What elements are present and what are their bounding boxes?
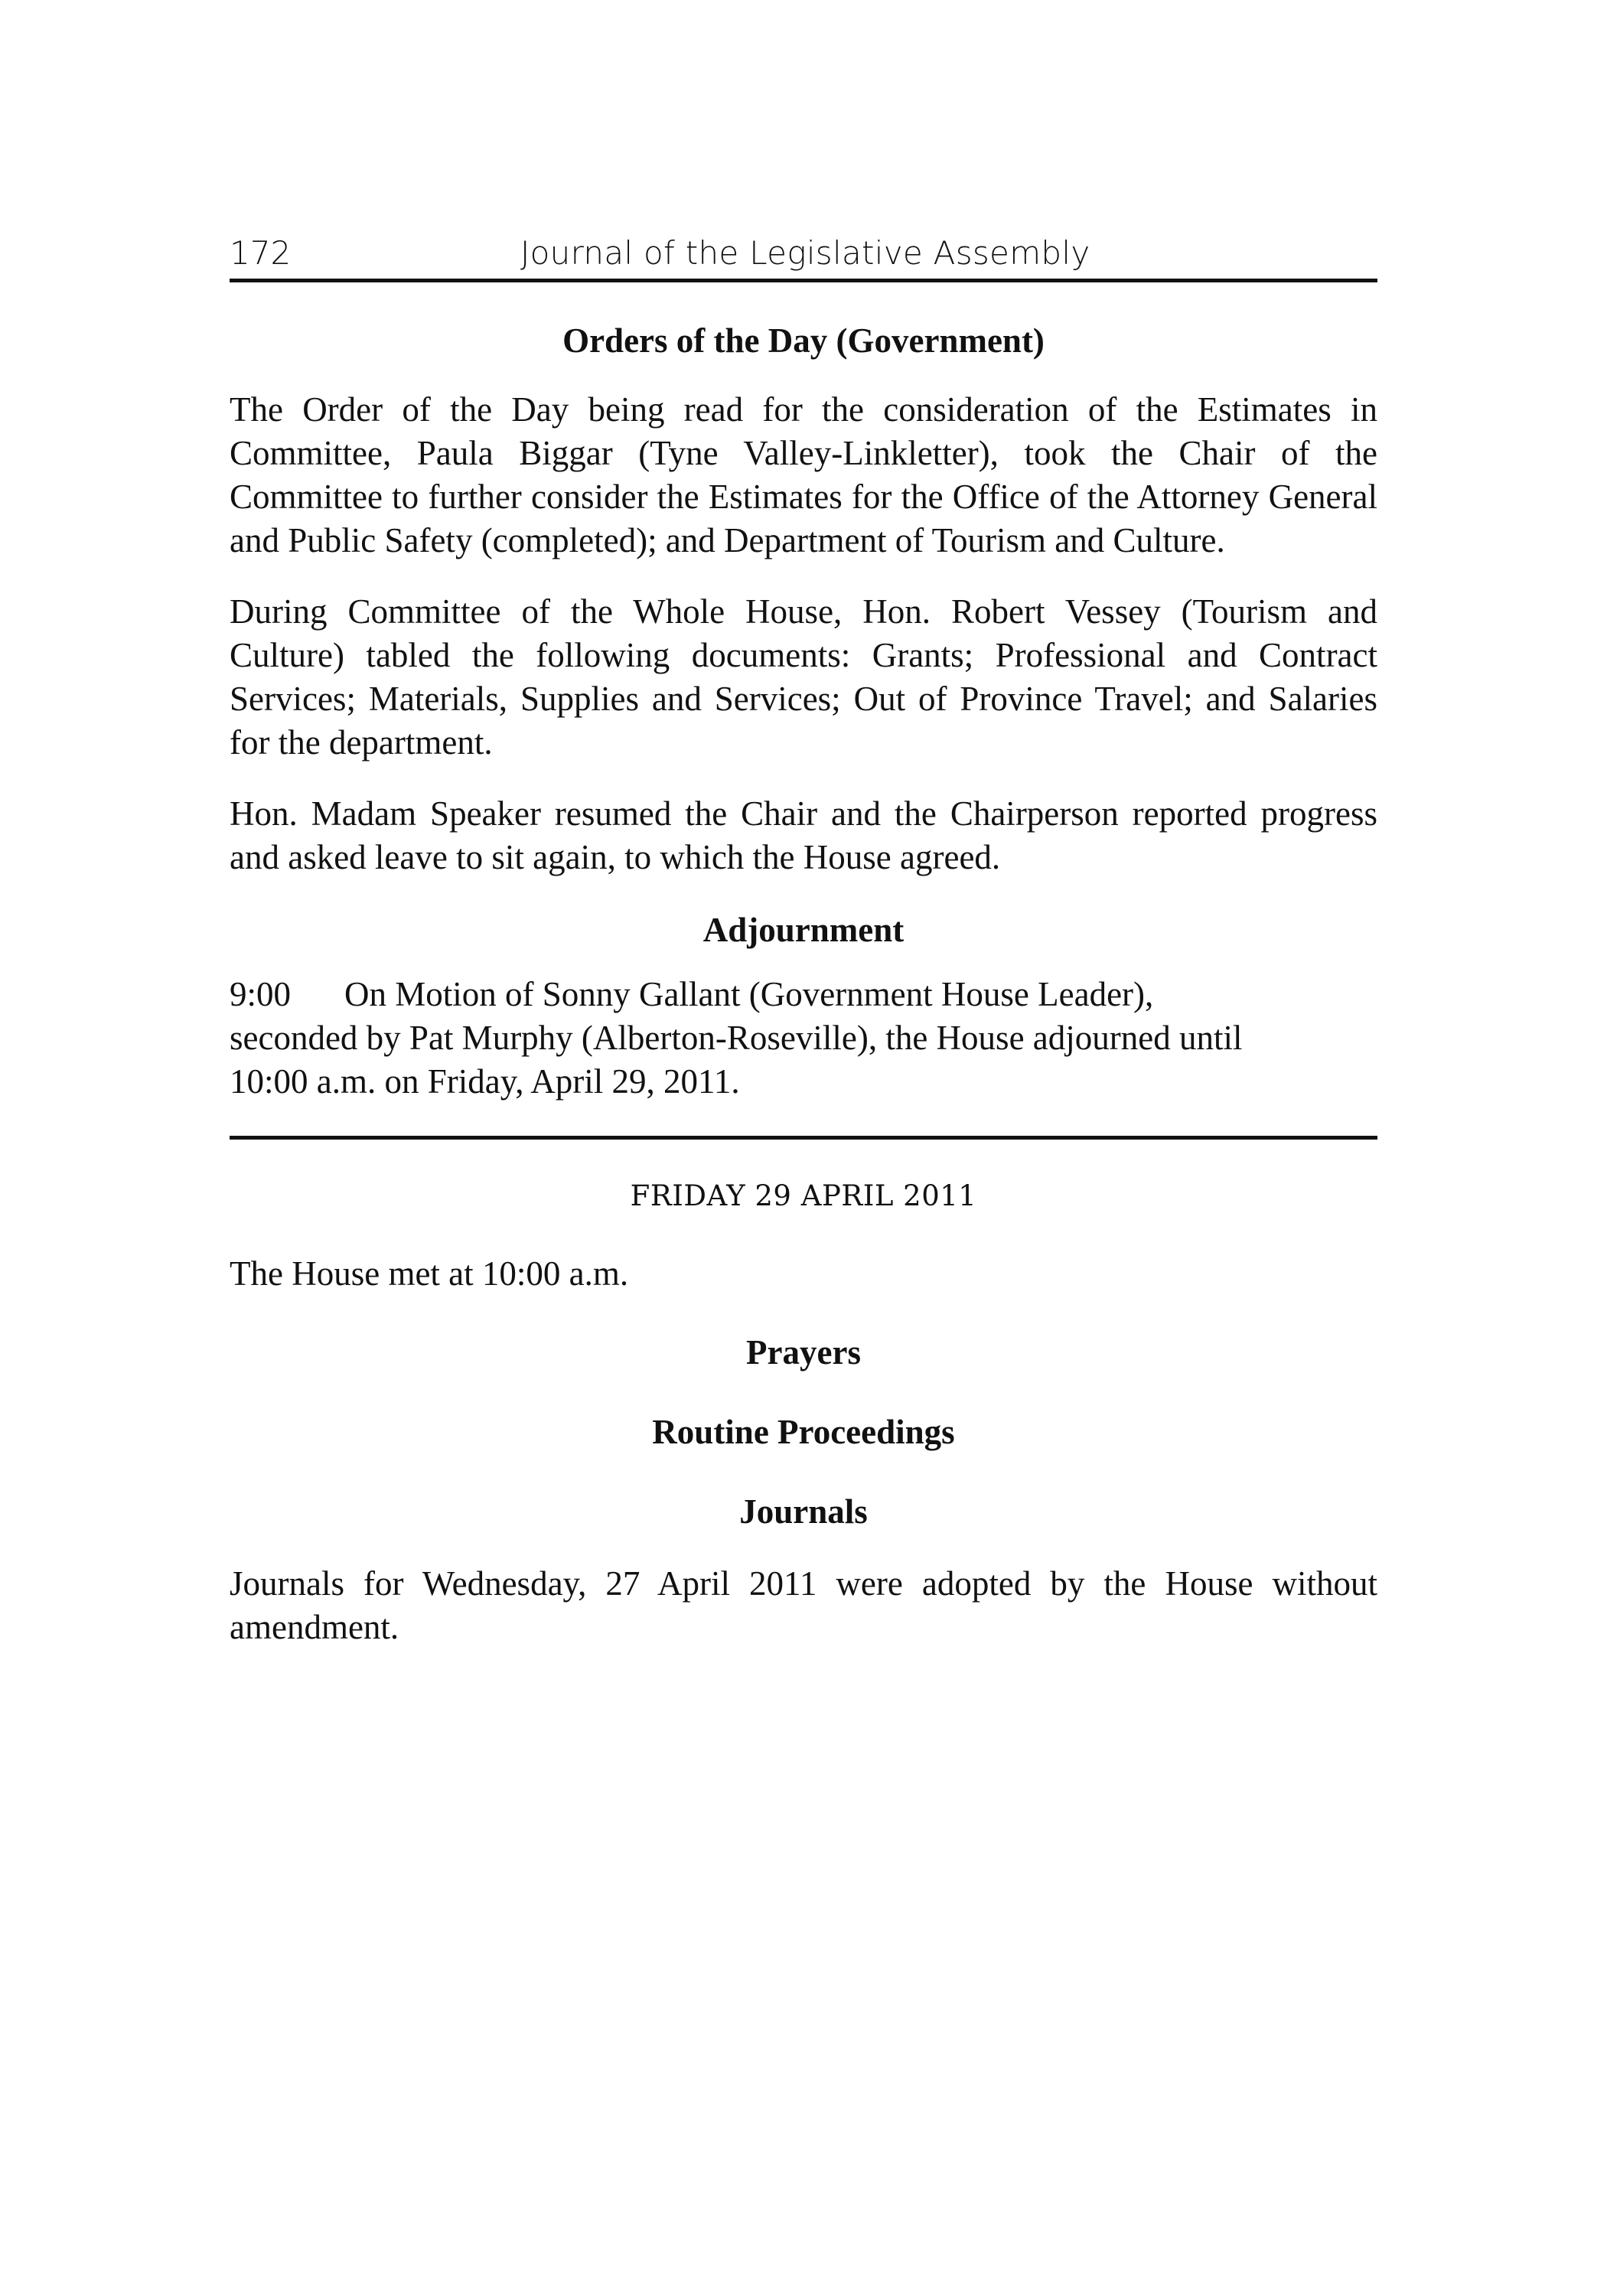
adjournment-time: 9:00 [230, 975, 292, 1013]
adjournment-heading: Adjournment [702, 911, 905, 949]
section-divider [230, 1136, 1377, 1140]
adjournment-paragraph [230, 973, 1377, 1104]
orders-paragraph-estimates: The Order of the Day being read for the consideration of the Estimates in Committee, Paula Biggar (Tyne Valley-Linkletter), took the Chair of the Committee to further consider the Estimates for the Office of the Attorney General and Public Safety (completed); and Department of Tourism and Culture. [230, 390, 1377, 559]
orders-paragraph-speaker: Hon. Madam Speaker resumed the Chair and the Chairperson reported progress and asked leave to sit again, to which the House agreed. [230, 794, 1377, 876]
adjournment-text: On Motion of Sonny Gallant (Government House Leader), [344, 975, 1154, 1013]
adjournment-line: seconded by Pat Murphy (Alberton-Roseville), the House adjourned until [230, 1019, 1243, 1057]
orders-of-the-day-heading: Orders of the Day (Government) [562, 321, 1045, 360]
house-met-line: The House met at 10:00 a.m. [230, 1254, 629, 1293]
journals-paragraph: Journals for Wednesday, 27 April 2011 were adopted by the House without amendment. [230, 1564, 1377, 1646]
journal-page [230, 230, 1377, 1649]
running-header [230, 230, 1377, 282]
adjournment-line: 10:00 a.m. on Friday, April 29, 2011. [230, 1062, 740, 1101]
routine-proceedings-heading: Routine Proceedings [652, 1413, 955, 1451]
prayers-heading: Prayers [746, 1333, 861, 1371]
page-number: 172 [230, 234, 292, 272]
orders-paragraph-tabled-documents: During Committee of the Whole House, Hon. Robert Vessey (Tourism and Culture) tabled the following documents: Grants; Professional and Contract Services; Materials, Supplies and Services; Out of Province Travel; and Salaries for the department. [230, 592, 1377, 762]
sitting-date: FRIDAY 29 APRIL 2011 [630, 1179, 977, 1212]
adjournment-line [230, 973, 1377, 1016]
journals-heading: Journals [739, 1492, 868, 1531]
journal-title: Journal of the Legislative Assembly [520, 234, 1090, 272]
